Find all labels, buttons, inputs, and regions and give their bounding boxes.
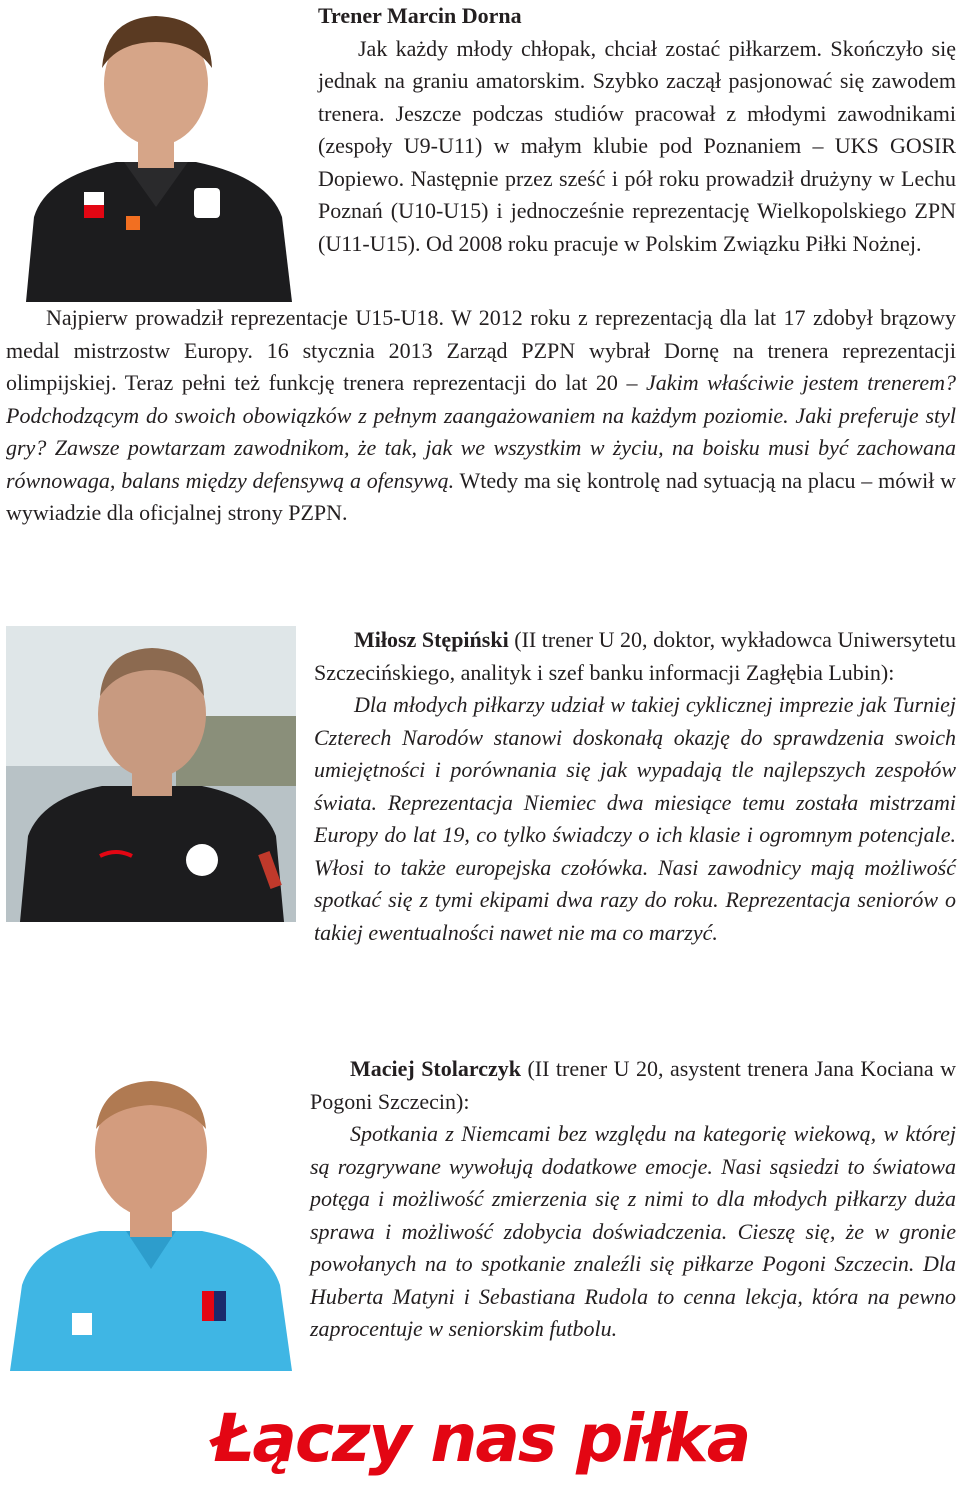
section-maciej-stolarczyk (6, 1053, 956, 1371)
stepinski-quote: Dla młodych piłkarzy udział w takiej cyklicznej imprezie jak Turniej Czterech Narodów stanowi doskonałą okazję do sprawdzenia swoich umiejętności i porównania się jak wypadają tle najlepszych zespołów świata. Reprezentacja Niemiec dwa miesiące temu została mistrzami Europy do lat 19, co tylko świadczy o ich klasie i ogromnym potencjale. Włosi to także europejska czołówka. Nasi zawodnicy mają możliwość spotkać się z tymi ekipami dwa razy do roku. Reprezentacja seniorów o takiej ewentualności nawet nie ma co marzyć. (314, 692, 956, 945)
dorna-paragraph-2 (6, 302, 956, 530)
portrait-maciej-stolarczyk (6, 1055, 296, 1371)
dorna-quote: Jakim właściwie jestem trenerem? Podchodzącym do swoich obowiązków z pełnym zaangażowaniem na każdym poziomie. Jaki preferuje styl gry? Zawsze powtarzam zawodnikom, że tak, jak we wszystkim w życiu, na boisku musi być zachowana równowaga, balans między defensywą a ofensywą. (6, 370, 956, 493)
dorna-intro-text: Jak każdy młody chłopak, chciał zostać piłkarzem. Skończyło się jednak na graniu amatorskim. Szybko zaczął pasjonować się zawodem trenera. Jeszcze podczas studiów pracował z młodymi zawodnikami (zespoły U9-U11) w małym klubie pod Poznaniem – UKS GOSIR Dopiewo. Następnie przez sześć i pół roku prowadził drużyny w Lechu Poznań (U10-U15) i jednocześnie reprezentację Wielkopolskiego ZPN (U11-U15). Od 2008 roku pracuje w Polskim Związku Piłki Nożnej. (318, 35, 956, 256)
portrait-marcin-dorna (6, 2, 306, 302)
stolarczyk-quote: Spotkania z Niemcami bez względu na kategorię wiekową, w której są rozgrywane wywołują dodatkowe emocje. Nasi sąsiedzi to światowa potęga i możliwość zmierzenia się z nimi to dla młodych piłkarzy duża sprawa i możliwość zdobycia doświadczenia. Cieszę się, że w gronie powołanych na to spotkanie znaleźli się piłkarze Pogoni Szczecin. Dla Huberta Matyni i Sebastiana Rudola to cenna lekcja, która na pewno zaprocentuje w seniorskim futbolu. (310, 1121, 956, 1341)
section-milosz-stepinski (6, 624, 956, 949)
dorna-quote-tail: Wtedy ma się kontrolę nad sytuacją na placu – mówił w wywiadzie dla oficjalnej strony PZPN. (6, 467, 956, 525)
section-marcin-dorna (6, 0, 956, 530)
stolarczyk-name: Maciej Stolarczyk (350, 1056, 521, 1081)
dorna-heading: Trener Marcin Dorna (318, 3, 522, 28)
stolarczyk-role: (II trener U 20, asystent trenera Jana Kociana w Pogoni Szczecin): (310, 1056, 956, 1114)
photo-maciej-stolarczyk (6, 1055, 296, 1371)
footer-slogan: Łączy nas piłka (210, 1400, 750, 1477)
photo-milosz-stepinski (6, 626, 296, 922)
stepinski-name: Miłosz Stępiński (354, 627, 509, 652)
stepinski-role: (II trener U 20, doktor, wykładowca Uniwersytetu Szczecińskiego, analityk i szef banku informacji Zagłębia Lubin): (314, 627, 956, 685)
photo-marcin-dorna (6, 2, 306, 302)
dorna-career-text: Najpierw prowadził reprezentacje U15-U18. W 2012 roku z reprezentacją dla lat 17 zdobył brązowy medal mistrzostw Europy. 16 stycznia 2013 Zarząd PZPN wybrał Dornę na trenera reprezentacji olimpijskiej. Teraz pełni też funkcję trenera reprezentacji do lat 20 – (6, 305, 956, 395)
portrait-milosz-stepinski (6, 626, 296, 922)
